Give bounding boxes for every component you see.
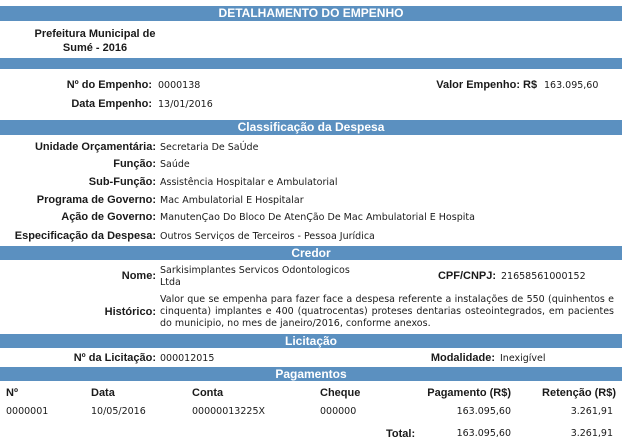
row-numero: 0000001 bbox=[6, 406, 49, 417]
classificacao-title: Classificação da Despesa bbox=[237, 120, 385, 134]
page-title-bar bbox=[0, 6, 622, 21]
licitacao-number: 000012015 bbox=[160, 353, 215, 364]
acao-governo-label: Ação de Governo: bbox=[61, 211, 156, 223]
credor-name-line1: Sarkisimplantes Servicos Odontologicos bbox=[160, 265, 350, 276]
row-pagamento: 163.095,60 bbox=[456, 406, 511, 417]
credor-name-line2: Ltda bbox=[160, 277, 181, 288]
sub-funcao-label: Sub-Função: bbox=[88, 176, 156, 188]
unidade-orcamentaria-value: Secretaria De SaÚde bbox=[160, 142, 259, 153]
unidade-orcamentaria-label: Unidade Orçamentária: bbox=[34, 141, 156, 153]
pagamentos-title: Pagamentos bbox=[275, 367, 347, 381]
row-retencao: 3.261,91 bbox=[570, 406, 613, 417]
total-pagamento: 163.095,60 bbox=[456, 428, 511, 439]
sub-funcao-value: Assistência Hospitalar e Ambulatorial bbox=[160, 177, 338, 188]
historico-label: Histórico: bbox=[104, 306, 156, 318]
empenho-value-currency: R$ bbox=[523, 79, 538, 91]
empenho-value: 163.095,60 bbox=[544, 80, 599, 91]
empenho-value-label: Valor Empenho: bbox=[436, 79, 520, 91]
especificacao-despesa-label: Especificação da Despesa: bbox=[14, 230, 156, 242]
credor-title: Credor bbox=[291, 246, 331, 260]
licitacao-title: Licitação bbox=[284, 334, 338, 348]
row-conta: 00000013225X bbox=[192, 406, 265, 417]
empenho-number-label: Nº do Empenho: bbox=[66, 79, 152, 91]
modalidade-value: Inexigível bbox=[500, 353, 546, 364]
total-label: Total: bbox=[386, 428, 416, 440]
empenho-date-label: Data Empenho: bbox=[71, 98, 152, 110]
credor-cpf: 21658561000152 bbox=[501, 271, 586, 282]
historico-text: Valor que se empenha para fazer face a despesa referente a instalações de 550 (quinhentos e cinquenta) implantes e 400 (quatrocentas) proteses dentarias osteointegrados, em pacientes do municipio, no mes de janeiro/2016, conforme anexos. bbox=[160, 294, 614, 329]
funcao-value: Saúde bbox=[160, 159, 190, 170]
especificacao-despesa-value: Outros Serviços de Terceiros - Pessoa Jurídica bbox=[160, 231, 375, 242]
col-data: Data bbox=[91, 387, 115, 399]
programa-governo-value: Mac Ambulatorial E Hospitalar bbox=[160, 195, 304, 206]
licitacao-number-label: Nº da Licitação: bbox=[73, 352, 156, 364]
empenho-number: 0000138 bbox=[158, 80, 201, 91]
col-retencao: Retenção (R$) bbox=[542, 387, 616, 399]
credor-header bbox=[0, 246, 622, 260]
col-numero: Nº bbox=[6, 387, 18, 399]
row-data: 10/05/2016 bbox=[91, 406, 146, 417]
classificacao-header bbox=[0, 120, 622, 135]
pagamentos-header bbox=[0, 367, 622, 381]
col-pagamento: Pagamento (R$) bbox=[427, 387, 511, 399]
row-cheque: 000000 bbox=[320, 406, 357, 417]
credor-name-label: Nome: bbox=[121, 270, 156, 282]
licitacao-header bbox=[0, 334, 622, 348]
programa-governo-label: Programa de Governo: bbox=[36, 194, 156, 206]
page-title: DETALHAMENTO DO EMPENHO bbox=[218, 6, 404, 20]
col-conta: Conta bbox=[192, 387, 224, 399]
divider-bar bbox=[0, 58, 622, 69]
funcao-label: Função: bbox=[113, 158, 156, 170]
total-retencao: 3.261,91 bbox=[570, 428, 613, 439]
col-cheque: Cheque bbox=[320, 387, 361, 399]
credor-cpf-label: CPF/CNPJ: bbox=[437, 270, 496, 282]
entity-name-line2: Sumé - 2016 bbox=[62, 42, 128, 54]
entity-name bbox=[34, 27, 156, 55]
modalidade-label: Modalidade: bbox=[430, 352, 495, 364]
empenho-date: 13/01/2016 bbox=[158, 99, 213, 110]
entity-name-line1: Prefeitura Municipal de bbox=[34, 28, 156, 40]
acao-governo-value: ManutenÇao Do Bloco De AtenÇão De Mac Ambulatorial E Hospita bbox=[160, 212, 475, 223]
credor-name bbox=[160, 265, 350, 289]
